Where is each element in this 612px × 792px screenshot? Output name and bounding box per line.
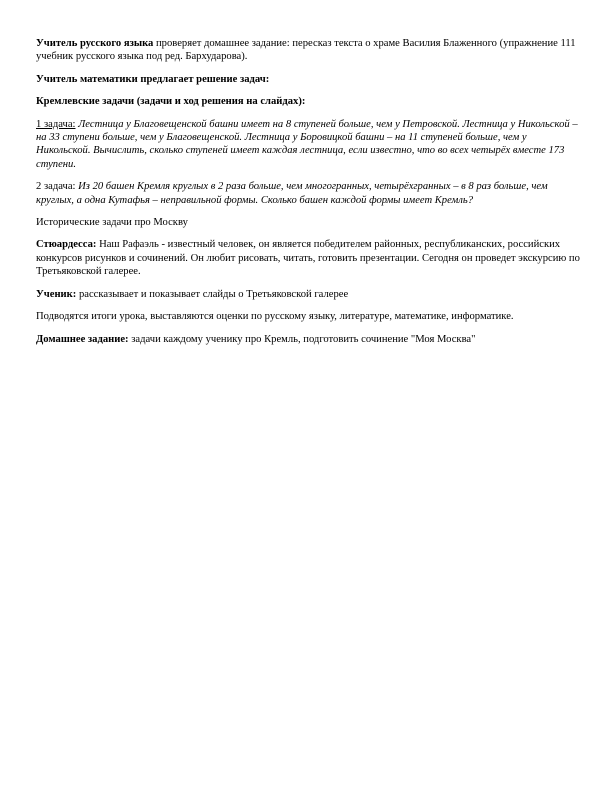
paragraph-kremlin-tasks-heading [36, 95, 581, 108]
kremlin-tasks-heading: Кремлевские задачи (задачи и ход решения на слайдах): [36, 96, 306, 108]
student-label: Ученик: [36, 288, 77, 300]
paragraph-task-1 [36, 118, 581, 172]
task-1-text: Лестница у Благовещенской башни имеет на 8 ступеней больше, чем у Петровской. Лестница у Никольской – на 33 ступени больше, чем у Благовещенской. Лестница у Боровицкой башни – на 11 ступеней больше, чем у Никольской. Вычислить, сколько ступеней имеет каждая лестница, если известно, что во всех четырёх вместе 173 ступени. [36, 118, 578, 170]
historical-tasks-text: Исторические задачи про Москву [36, 217, 188, 229]
math-teacher-label: Учитель математики предлагает решение задач: [36, 73, 270, 85]
document-page [36, 37, 581, 355]
stewardess-text: Наш Рафаэль - известный человек, он является победителем районных, республиканских, российских конкурсов рисунков и сочинений. Он любит рисовать, читать, готовить презентации. Сегодня он проведет экскурсию по Третьяковской галерее. [36, 239, 580, 278]
lesson-summary-text: Подводятся итоги урока, выставляются оценки по русскому языку, литературе, математике, информатике. [36, 311, 514, 323]
task-2-label: 2 задача: [36, 181, 76, 193]
paragraph-historical-tasks [36, 216, 581, 229]
student-text: рассказывает и показывает слайды о Третьяковской галерее [76, 288, 349, 300]
task-2-text: Из 20 башен Кремля круглых в 2 раза больше, чем многогранных, четырёхгранных – в 8 раз больше, чем круглых, а одна Кутафья – неправильной формы. Сколько башен каждой формы имеет Кремль? [36, 181, 548, 206]
homework-label: Домашнее задание: [36, 333, 129, 345]
stewardess-label: Стюардесса: [36, 239, 97, 251]
homework-text: задачи каждому ученику про Кремль, подготовить сочинение "Моя Москва" [128, 333, 476, 345]
paragraph-russian-teacher [36, 37, 581, 64]
paragraph-student [36, 288, 581, 301]
paragraph-stewardess [36, 238, 581, 278]
paragraph-lesson-summary [36, 310, 581, 323]
paragraph-task-2 [36, 180, 581, 207]
russian-teacher-text: проверяет домашнее задание: пересказ текста о храме Василия Блаженного (упражнение 111 учебник русского языка под ред. Бархударова). [36, 38, 576, 63]
paragraph-homework [36, 333, 581, 346]
task-1-label: 1 задача: [36, 118, 76, 130]
paragraph-math-teacher [36, 73, 581, 86]
russian-teacher-label: Учитель русского языка [36, 38, 154, 49]
